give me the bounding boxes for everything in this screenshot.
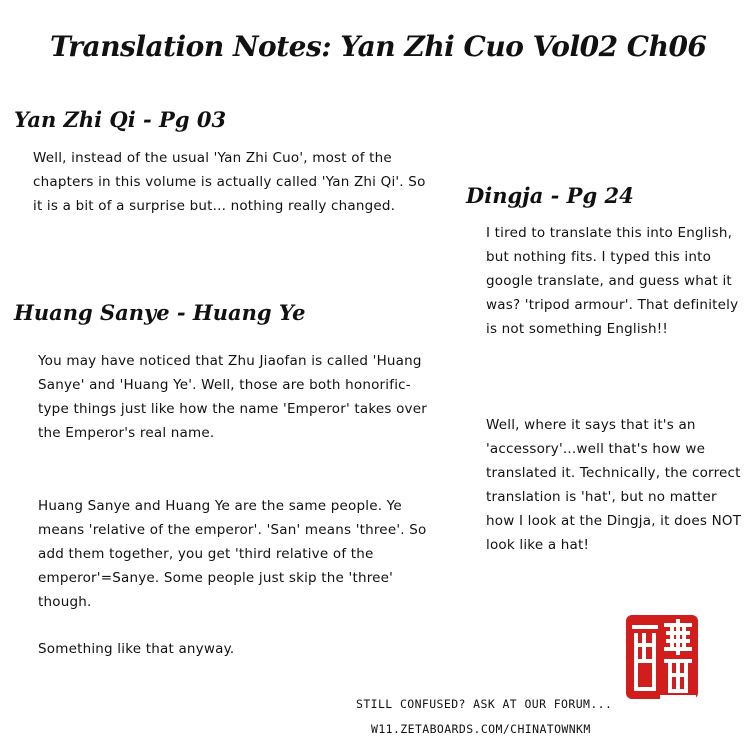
- red-seal-logo: [626, 615, 698, 699]
- seal-glyphs-icon: [626, 615, 698, 699]
- yan-zhi-qi-paragraph: Well, instead of the usual 'Yan Zhi Cuo', most of the chapters in this volume is actually called 'Yan Zhi Qi'. So it is a bit of a surprise but... nothing really changed.: [33, 150, 426, 214]
- footer-forum-url[interactable]: W11.ZETABOARDS.COM/CHINATOWNKM: [371, 722, 591, 736]
- huang-sanye-paragraph-1: You may have noticed that Zhu Jiaofan is called 'Huang Sanye' and 'Huang Ye'. Well, those are both honorific-type things just like how the name 'Emperor' takes over the Emperor's real name.: [38, 353, 427, 441]
- page-title: Translation Notes: Yan Zhi Cuo Vol02 Ch06: [50, 30, 707, 63]
- section-heading-yan-zhi-qi: Yan Zhi Qi - Pg 03: [14, 107, 227, 132]
- huang-sanye-paragraph-2: Huang Sanye and Huang Ye are the same people. Ye means 'relative of the emperor'. 'San' means 'three'. So add them together, you get 'third relative of the emperor'=Sanye. Some people just skip the 'three' though.: [38, 498, 427, 610]
- section-heading-huang-sanye: Huang Sanye - Huang Ye: [14, 300, 306, 325]
- section-heading-dingja: Dingja - Pg 24: [466, 183, 634, 208]
- dingja-paragraph-2: Well, where it says that it's an 'accessory'...well that's how we translated it. Technically, the correct translation is 'hat', but no matter how I look at the Dingja, it does NOT look like a hat!: [486, 417, 742, 553]
- huang-sanye-paragraph-3: Something like that anyway.: [38, 641, 235, 657]
- footer-forum-prompt: STILL CONFUSED? ASK AT OUR FORUM...: [356, 697, 613, 711]
- dingja-paragraph-1: I tired to translate this into English, but nothing fits. I typed this into google translate, and guess what it was? 'tripod armour'. That definitely is not something English!!: [486, 225, 739, 337]
